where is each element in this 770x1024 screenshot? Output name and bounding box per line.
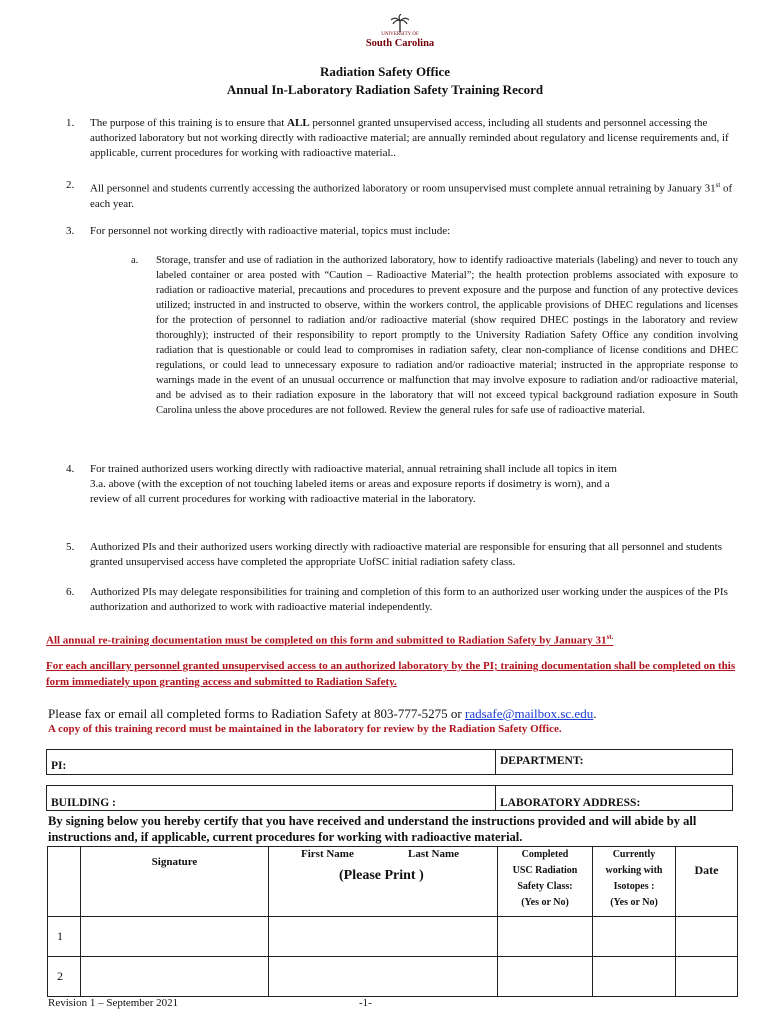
revision-footer: Revision 1 – September 2021 bbox=[48, 997, 179, 1009]
department-field[interactable] bbox=[495, 749, 733, 775]
header-line: (Yes or No) bbox=[610, 897, 658, 908]
last-name-header: Last Name bbox=[408, 848, 460, 860]
copy-retention-note: A copy of this training record must be maintained in the laboratory for review by the Radiation Safety Office. bbox=[48, 723, 562, 735]
item-text: Authorized PIs may delegate responsibilities for training and completion of this form to an authorized user working under the auspices of the PIs authorization and authorized to work with radioactive material independently. bbox=[90, 586, 728, 613]
signature-cell[interactable] bbox=[81, 957, 269, 997]
list-subitem-a bbox=[131, 253, 738, 418]
item-text: For trained authorized users working directly with radioactive material, annual retraining shall include all topics in item 3.a. above (with the exception of not touching labeled items or areas and exposure reports if dosimetry is worn), and a review of all current procedures for working with radioactive material in the laboratory. bbox=[90, 463, 617, 505]
table-row bbox=[48, 917, 738, 957]
laboratory-address-label: LABORATORY ADDRESS: bbox=[500, 797, 641, 809]
item-number: 2. bbox=[66, 179, 75, 191]
building-field[interactable] bbox=[46, 785, 496, 811]
row-number-header bbox=[48, 847, 81, 917]
item-number: 1. bbox=[66, 117, 75, 129]
signature-cell[interactable] bbox=[81, 917, 269, 957]
item-text: The purpose of this training is to ensure that bbox=[90, 117, 288, 129]
date-cell[interactable] bbox=[676, 917, 738, 957]
working-cell[interactable] bbox=[593, 917, 676, 957]
laboratory-address-field[interactable] bbox=[495, 785, 733, 811]
item-text: personnel granted unsupervised access, including all students and personnel accessing the authorized laboratory but not working directly with radioactive material; are annually reminded about regulatory and license requirements and, if applicable, current procedures for working with radioactive material.. bbox=[90, 117, 729, 159]
university-logo bbox=[355, 14, 445, 58]
item-text: For personnel not working directly with radioactive material, topics must include: bbox=[90, 225, 451, 237]
header-line: Safety Class: bbox=[517, 881, 573, 892]
item-superscript: st bbox=[715, 181, 721, 189]
name-cell[interactable] bbox=[269, 957, 498, 997]
logo-name: South Carolina bbox=[365, 38, 435, 49]
notice-text: All annual re-training documentation must be completed on this form and submitted to Radiation Safety by January 31 bbox=[46, 634, 607, 647]
ancillary-notice: For each ancillary personnel granted unsupervised access to an authorized laboratory by the PI; training documentation shall be completed on this form immediately upon granting access and submitted to Radiation Safety. bbox=[46, 660, 736, 688]
header-line: Completed bbox=[521, 849, 569, 860]
fax-email-instruction bbox=[48, 706, 596, 722]
first-name-header: First Name bbox=[301, 848, 354, 860]
list-item-6 bbox=[66, 585, 736, 615]
subitem-letter: a. bbox=[131, 255, 139, 266]
header-line: (Yes or No) bbox=[521, 897, 569, 908]
completed-cell[interactable] bbox=[498, 917, 593, 957]
subitem-text: Storage, transfer and use of radiation in the authorized laboratory, how to identify radioactive materials (labeling) and never to touch any labeled container or area posted with “Caution – Radioactive Material”; the health protection problems associated with exposure to radiation or radioactive material, precautions and procedures to prevent exposure and the purpose and function of any protective devices utilized; instructed in and instructed to observe, within the workers control, the applicable provisions of DHEC regulations and licenses for the protection of personnel to radiation and/or radioactive material (show required DHEC postings in the laboratory and review thoroughly); instructed of their responsibility to report promptly to the University Radiation Safety Office any condition involving radiation that is questionable or could lead to compromises in radiation safety, clear non-compliance of license conditions and DHEC regulations, or could lead to unnecessary exposure to radiation and/or radioactive material; instructed in the appropriate response to warnings made in the event of an unusual occurrence or malfunction that may involve exposure to radiation and/or radioactive material, and be advised as to their radiation exposure in the laboratory that will not exceed typical background radiation exposure in South Carolina unless the above procedures are not followed. Review the general rules for safe use of radioactive material. bbox=[156, 255, 738, 416]
list-item-3 bbox=[66, 224, 736, 239]
document-title: Annual In-Laboratory Radiation Safety Training Record bbox=[226, 82, 544, 97]
list-item-2 bbox=[66, 178, 736, 212]
certification-statement: By signing below you hereby certify that you have received and understand the instructions provided and will abide by all instructions and, if applicable, current procedures for working with radioactive material. bbox=[48, 814, 697, 844]
email-link[interactable]: radsafe@mailbox.sc.edu bbox=[464, 706, 594, 721]
department-label: DEPARTMENT: bbox=[500, 755, 584, 767]
date-header bbox=[676, 847, 738, 917]
office-title: Radiation Safety Office bbox=[320, 64, 450, 79]
working-cell[interactable] bbox=[593, 957, 676, 997]
date-cell[interactable] bbox=[676, 957, 738, 997]
building-label: BUILDING : bbox=[51, 797, 116, 809]
completed-class-header bbox=[498, 847, 593, 917]
item-text: Authorized PIs and their authorized users working directly with radioactive material are responsible for ensuring that all personnel and students granted unsupervised access have completed the appropriate UofSC initial radiation safety class. bbox=[90, 541, 723, 568]
pi-field[interactable] bbox=[46, 749, 496, 775]
name-cell[interactable] bbox=[269, 917, 498, 957]
header-line: working with bbox=[605, 865, 663, 876]
item-text: All personnel and students currently accessing the authorized laboratory or room unsupervised must complete annual retraining by January 31 bbox=[90, 182, 716, 195]
row-number: 1 bbox=[48, 917, 81, 957]
item-number: 5. bbox=[66, 541, 75, 553]
logo-subtext: UNIVERSITY OF bbox=[381, 32, 419, 37]
working-isotopes-header bbox=[593, 847, 676, 917]
fax-text-end: . bbox=[593, 706, 597, 721]
training-record-table bbox=[47, 846, 738, 997]
list-item-4 bbox=[66, 462, 736, 507]
list-item-1 bbox=[66, 116, 736, 161]
fax-text: Please fax or email all completed forms to Radiation Safety at 803-777-5275 or bbox=[48, 706, 465, 721]
notice-superscript: st. bbox=[606, 633, 614, 641]
list-item-5 bbox=[66, 540, 736, 570]
row-number: 2 bbox=[48, 957, 81, 997]
header-line: Currently bbox=[612, 849, 656, 860]
completed-cell[interactable] bbox=[498, 957, 593, 997]
item-text: of each year. bbox=[90, 182, 733, 210]
page-number: -1- bbox=[359, 997, 372, 1009]
name-header bbox=[269, 847, 498, 917]
table-header-row bbox=[48, 847, 738, 917]
signature-header-text: Signature bbox=[151, 856, 198, 868]
annual-deadline-notice bbox=[46, 629, 746, 649]
signature-header bbox=[81, 847, 269, 917]
item-number: 4. bbox=[66, 463, 75, 475]
date-header-text: Date bbox=[694, 863, 719, 877]
pi-label: PI: bbox=[51, 760, 67, 772]
header-line: USC Radiation bbox=[512, 865, 578, 876]
item-emphasis: ALL bbox=[287, 117, 310, 129]
please-print-note: (Please Print ) bbox=[339, 868, 424, 883]
palmetto-tree-icon bbox=[389, 14, 411, 32]
item-number: 3. bbox=[66, 225, 75, 237]
header-line: Isotopes : bbox=[613, 881, 655, 892]
item-number: 6. bbox=[66, 586, 75, 598]
table-row bbox=[48, 957, 738, 997]
